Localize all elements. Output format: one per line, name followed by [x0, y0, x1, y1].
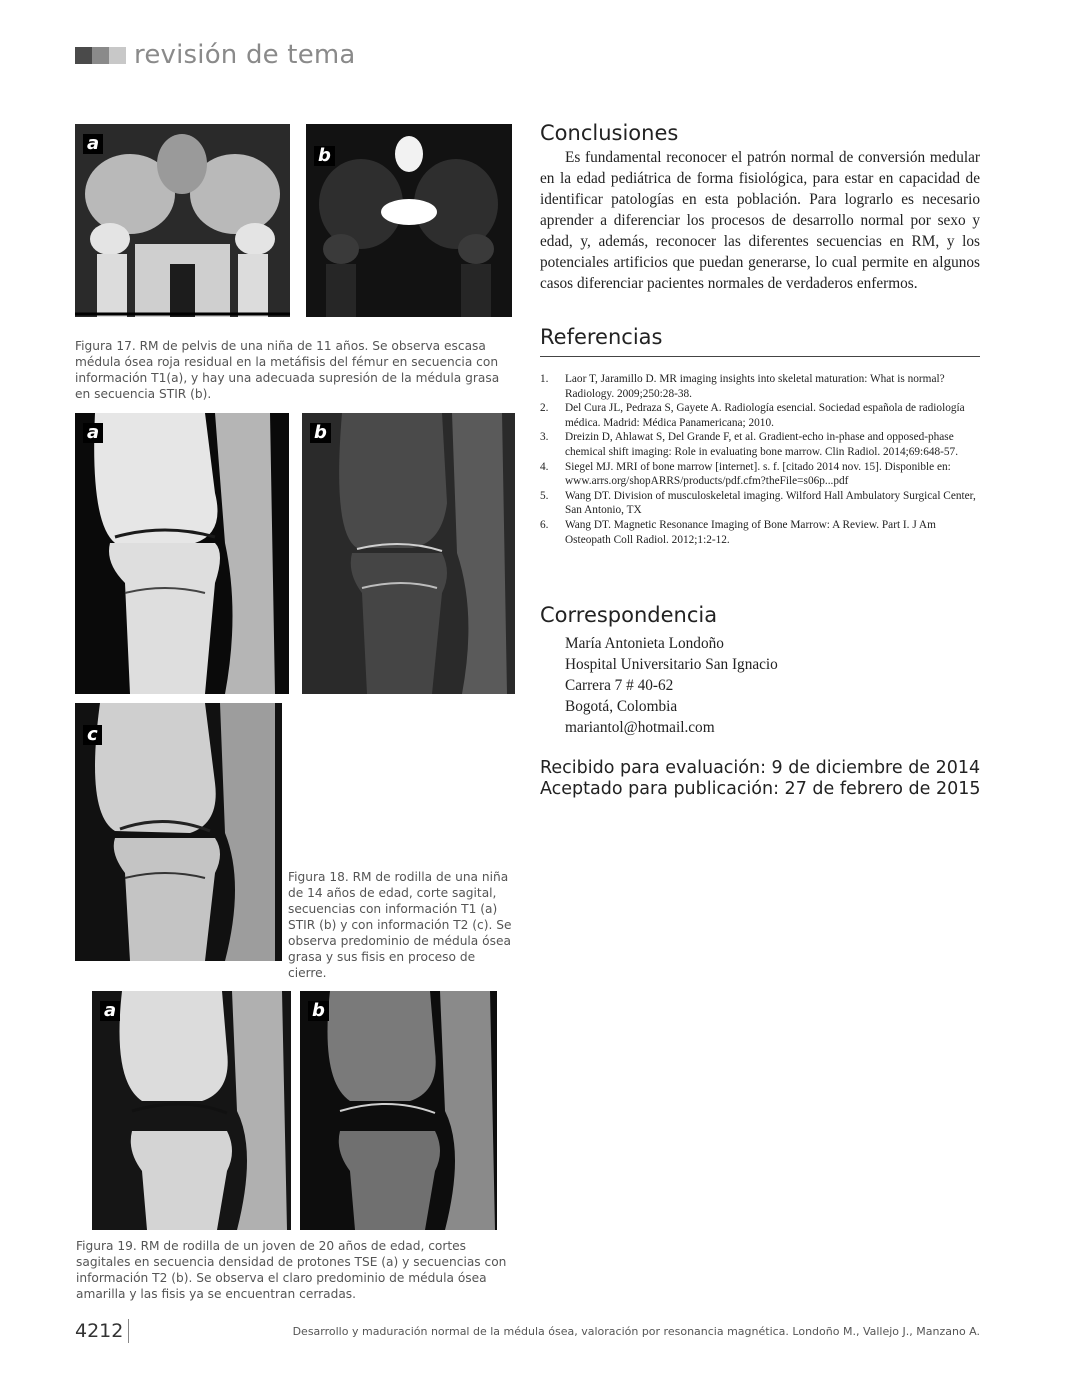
- figure-18a-knee-t1: [75, 413, 289, 694]
- header-block-light: [109, 47, 126, 64]
- header-block-dark: [75, 47, 92, 64]
- conclusiones-heading: Conclusiones: [540, 121, 679, 145]
- figure-label: c: [83, 725, 102, 745]
- page-number: 4212: [75, 1319, 129, 1343]
- figure-label: a: [83, 134, 103, 154]
- correspondence-city: Bogotá, Colombia: [565, 698, 678, 715]
- figure-18c-knee-t2: [75, 703, 282, 961]
- reference-item: 1. Laor T, Jaramillo D. MR imaging insights into skeletal maturation: What is normal? Radiology. 2009;250:28-38.: [540, 373, 945, 400]
- reference-item: 2. Del Cura JL, Pedraza S, Gayete A. Radiología esencial. Sociedad española de radiología médica. Madrid: Médica Panamericana; 2010.: [540, 402, 965, 429]
- figure-18b-knee-stir: [302, 413, 515, 694]
- referencias-heading: Referencias: [540, 325, 663, 349]
- figure-label: b: [308, 1001, 329, 1021]
- submission-dates: [540, 758, 981, 800]
- section-title: revisión de tema: [134, 40, 356, 70]
- figure-17b-pelvis-stir: [306, 124, 512, 317]
- conclusiones-paragraph: Es fundamental reconocer el patrón normal de conversión medular en la edad pediátrica de forma fisiológica, para estar en capacidad de identificar patologías en esta población. Para lograrlo es necesario aprender a diferenciar los procesos de desarrollo normal por sexo y edad, y, además, reconocer las diferentes secuencias en RM, y los potenciales artificios que puedan generarse, lo cual permite en algunos casos diferenciar pacientes normales de verdaderos enfermos.: [540, 149, 980, 292]
- accepted-date: Aceptado para publicación: 27 de febrero de 2015: [540, 779, 981, 799]
- correspondence-block: [565, 633, 778, 738]
- referencias-rule: [540, 356, 980, 357]
- reference-item: 5. Wang DT. Division of musculoskeletal imaging. Wilford Hall Ambulatory Surgical Center, San Antonio, TX: [540, 489, 976, 517]
- correspondence-email[interactable]: mariantol@hotmail.com: [565, 719, 715, 736]
- reference-item: 4. Siegel MJ. MRI of bone marrow [internet]. s. f. [citado 2014 nov. 15]. Disponible en: www.arrs.org/shopARRS/products/pdf.cfm?theFile=s06p...pdf: [540, 460, 951, 488]
- figure-label: a: [83, 423, 103, 443]
- correspondence-name: María Antonieta Londoño: [565, 635, 724, 652]
- figure-19-caption: Figura 19. RM de rodilla de un joven de 20 años de edad, cortes sagitales en secuencia densidad de protones TSE (a) y secuencias con información T2 (b). Se observa el claro predominio de médula ósea amarilla y las fisis ya se encuentran cerradas.: [76, 1239, 507, 1301]
- figure-19a-knee-pd-tse: [92, 991, 291, 1230]
- section-header: [75, 40, 356, 70]
- running-footer: Desarrollo y maduración normal de la médula ósea, valoración por resonancia magnética. Londoño M., Vallejo J., Manzano A.: [292, 1325, 980, 1338]
- figure-label: a: [100, 1001, 120, 1021]
- correspondencia-heading: Correspondencia: [540, 603, 718, 627]
- header-color-blocks: [75, 47, 126, 64]
- figure-17a-pelvis-t1: [75, 124, 290, 317]
- correspondence-institution: Hospital Universitario San Ignacio: [565, 656, 778, 673]
- figure-19b-knee-t2: [300, 991, 497, 1230]
- received-date: Recibido para evaluación: 9 de diciembre de 2014: [540, 758, 981, 778]
- reference-list: [540, 372, 980, 547]
- figure-18-caption: Figura 18. RM de rodilla de una niña de 14 años de edad, corte sagital, secuencias con información T1 (a) STIR (b) y con información T2 (c). Se observa predominio de médula ósea grasa y sus fisis en proceso de cierre.: [288, 870, 512, 980]
- figure-label: b: [310, 423, 331, 443]
- reference-item: 6. Wang DT. Magnetic Resonance Imaging of Bone Marrow: A Review. Part I. J Am Osteopath Coll Radiol. 2012;1:2-12.: [540, 518, 936, 546]
- correspondence-address: Carrera 7 # 40-62: [565, 677, 674, 694]
- reference-item: 3. Dreizin D, Ahlawat S, Del Grande F, et al. Gradient-echo in-phase and opposed-phase chemical shift imaging: Role in evaluating bone marrow. Clin Radiol. 2014;69:648-57.: [540, 431, 959, 458]
- figure-17-caption: Figura 17. RM de pelvis de una niña de 11 años. Se observa escasa médula ósea roja residual en la metáfisis del fémur en secuencia con información T1(a), y hay una adecuada supresión de la médula grasa en secuencia STIR (b).: [75, 339, 500, 401]
- header-block-mid: [92, 47, 109, 64]
- figure-label: b: [314, 146, 335, 166]
